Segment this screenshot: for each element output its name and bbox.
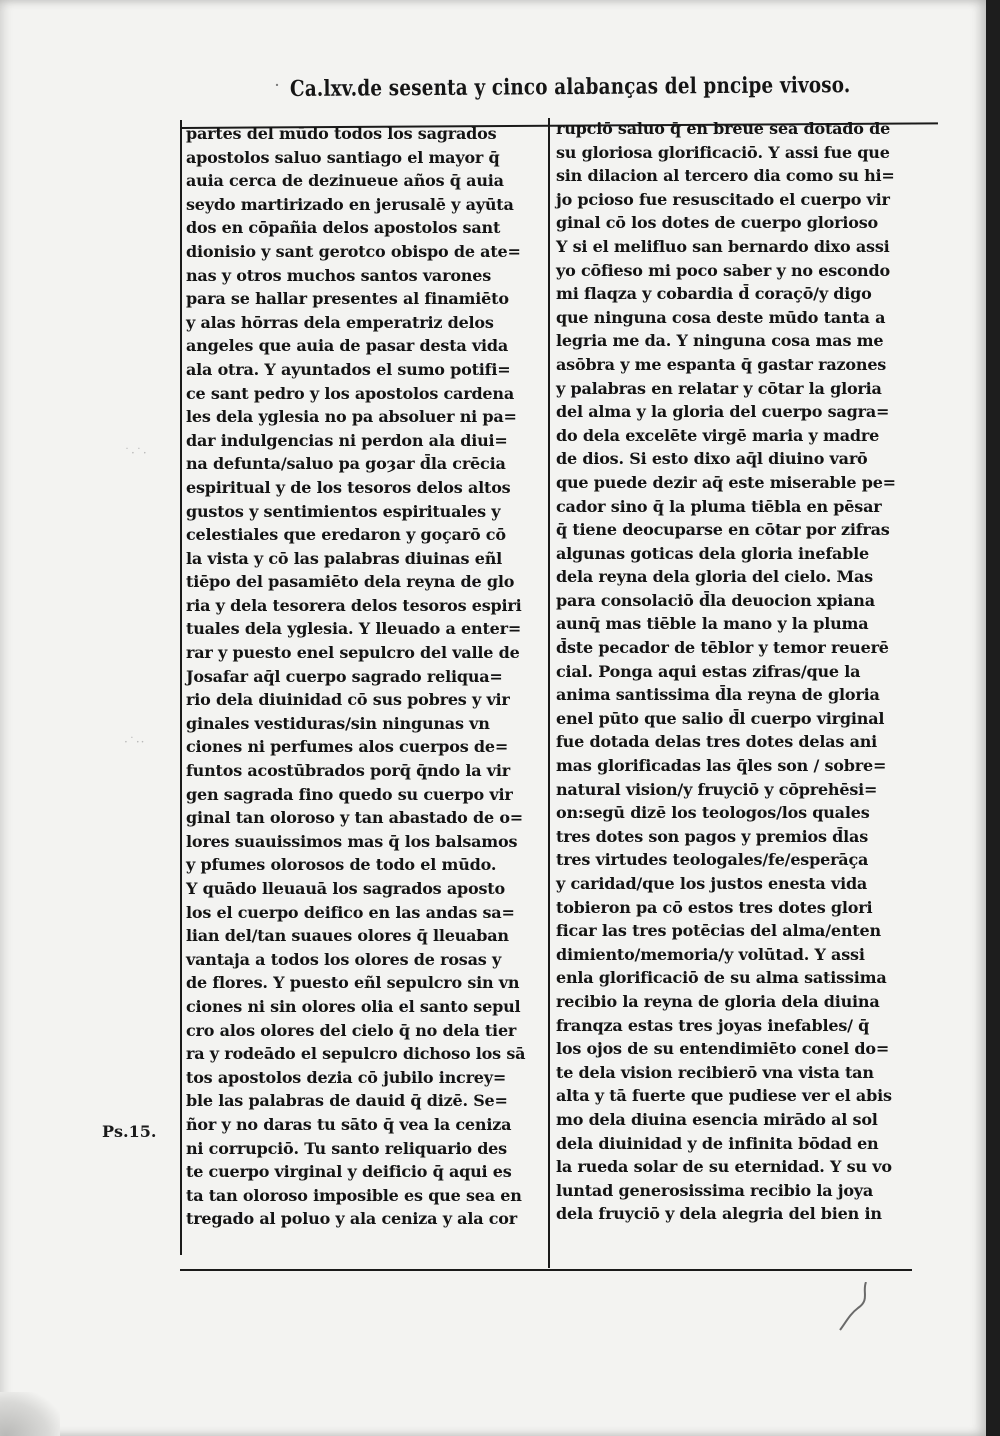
text-line: ciones ni perfumes alos cuerpos de=	[186, 737, 509, 757]
text-line: ra y rodeādo el sepulcro dichoso los sā	[186, 1044, 526, 1064]
margin-note: Ps.15.	[102, 1122, 157, 1141]
text-line: mas glorificadas las q̄les son / sobre=	[556, 756, 887, 776]
text-line: tres virtudes teologales/fe/esperāça	[556, 850, 869, 870]
running-head: Ca.lxv.de sesenta y cinco alabanças del pncipe vivoso.	[289, 72, 851, 102]
text-line: ficar las tres potēcias del alma/enten	[556, 921, 881, 941]
text-line: dela diuinidad y de infinita bōdad en	[556, 1133, 879, 1153]
text-line: ginal tan oloroso y tan abastado de o=	[186, 808, 524, 828]
text-line: y alas hōrras dela emperatriz delos	[186, 312, 494, 332]
text-line: do dela excelēte virgē maria y madre	[556, 425, 880, 445]
text-line: partes del mūdo todos los sagrados	[186, 124, 497, 143]
text-line: cro alos olores del cielo q̄ no dela tier	[186, 1020, 517, 1040]
text-line: celestiales que eredaron y goçarō cō	[186, 525, 506, 545]
text-line: na defunta/saluo pa goȝar d̄la crēcia	[186, 454, 506, 474]
text-line: ciones ni sin olores olia el santo sepul	[186, 996, 521, 1016]
text-line: ble las palabras de dauid q̄ dizē. Se=	[186, 1091, 508, 1111]
text-line: ni corrupciō. Tu santo reliquario des	[186, 1138, 507, 1158]
text-line: de flores. Y puesto eñl sepulcro sin vn	[186, 973, 520, 993]
text-line: asōbra y me espanta q̄ gastar razones	[556, 354, 887, 374]
text-line: alta y tā fuerte que pudiese ver el abis	[556, 1086, 892, 1106]
text-line: dimiento/memoria/y volūtad. Y assi	[556, 944, 865, 964]
text-line: tiēpo del pasamiēto dela reyna de glo	[186, 572, 515, 592]
text-line: la rueda solar de su eternidad. Y su vo	[556, 1157, 892, 1177]
text-line: auia cerca de dezinueue años q̄ auia	[186, 171, 504, 191]
text-line: luntad generosissima recibio la joya	[556, 1180, 874, 1200]
bottom-rule	[180, 1269, 912, 1271]
text-line: tuales dela yglesia. Y lleuado a enter=	[186, 619, 522, 639]
text-line: nas y otros muchos santos varones	[186, 265, 492, 285]
text-line: ñor y no daras tu sāto q̄ vea la ceniza	[186, 1114, 512, 1134]
margin-smudge: ·˙··	[124, 735, 146, 749]
left-column	[186, 122, 542, 1231]
text-line: franqza estas tres joyas inefables/ q̄	[556, 1015, 870, 1035]
text-line: cial. Ponga aqui estas zifras/que la	[556, 661, 861, 681]
text-line: sin dilacion al tercero dia como su hi=	[556, 166, 895, 186]
text-line: gen sagrada fino quedo su cuerpo vir	[186, 784, 513, 804]
text-line: ce sant pedro y los apostolos cardena	[186, 383, 515, 403]
text-line: que puede dezir aq̄ este miserable pe=	[556, 472, 896, 492]
text-line: on:segū dizē los teologos/los quales	[556, 803, 870, 823]
text-line: enel pūto que salio d̄l cuerpo virginal	[556, 708, 885, 728]
text-line: enla glorificaciō de su alma satissima	[556, 968, 887, 988]
text-line: seydo martirizado en jerusalē y ayūta	[186, 194, 514, 214]
text-line: tregado al poluo y ala ceniza y ala cor	[186, 1209, 518, 1229]
text-line: la vista y cō las palabras diuinas eñl	[186, 548, 503, 568]
text-line: tobieron pa cō estos tres dotes glori	[556, 897, 873, 917]
text-line: te cuerpo virginal y deificio q̄ aqui es	[186, 1162, 512, 1182]
right-column	[556, 117, 912, 1226]
text-line: dos en cōpañia delos apostolos sant	[186, 218, 501, 238]
text-line: y caridad/que los justos enesta vida	[556, 874, 868, 893]
margin-smudge: ˙·˙·	[124, 446, 148, 460]
text-line: del alma y la gloria del cuerpo sagra=	[556, 402, 890, 422]
text-line: d̄ste pecador de tēblor y temor reuerē	[556, 638, 889, 658]
text-line: ala otra. Y ayuntados el sumo potifi=	[186, 359, 511, 379]
text-line: ginal cō los dotes de cuerpo glorioso	[556, 213, 878, 233]
text-line: rar y puesto enel sepulcro del valle de	[186, 643, 520, 663]
text-line: los el cuerpo deifico en las andas sa=	[186, 902, 515, 922]
text-line: para consolaciō d̄la deuocion xpiana	[556, 590, 875, 610]
text-line: les dela yglesia no pa absoluer ni pa=	[186, 407, 517, 427]
text-line: y palabras en relatar y cōtar la gloria	[556, 378, 882, 398]
text-line: rio dela diuinidad cō sus pobres y vir	[186, 690, 510, 710]
text-line: lores suauissimos mas q̄ los balsamos	[186, 831, 518, 851]
text-line: recibio la reyna de gloria dela diuina	[556, 991, 880, 1011]
text-line: anima santissima d̄la reyna de gloria	[556, 685, 880, 705]
left-frame-rule	[180, 120, 182, 1255]
text-line: Josafar aq̄l cuerpo sagrado reliqua=	[186, 666, 503, 686]
text-line: dela fruyciō y dela alegria del bien in	[556, 1204, 882, 1224]
text-line: tos apostolos dezia cō jubilo increy=	[186, 1067, 507, 1087]
text-line: vantaja a todos los olores de rosas y	[186, 949, 502, 969]
text-line: aunq̄ mas tiēble la mano y la pluma	[556, 614, 869, 634]
text-line: dela reyna dela gloria del cielo. Mas	[556, 567, 873, 587]
text-line: Y si el melifluo san bernardo dixo assi	[556, 236, 890, 256]
text-line: cador sino q̄ la pluma tiēbla en pēsar	[556, 496, 882, 516]
text-line: y pfumes olorosos de todo el mūdo.	[186, 855, 497, 875]
text-line: angeles que auia de pasar desta vida	[186, 336, 509, 356]
text-line: Y quādo lleuauā los sagrados aposto	[186, 879, 505, 898]
text-line: dar indulgencias ni perdon ala diui=	[186, 430, 508, 450]
text-line: apostolos saluo santiago el mayor q̄	[186, 147, 500, 167]
paper-scratch-mark	[836, 1282, 876, 1332]
text-line: mi flaqza y cobardia d̄ coraçō/y digo	[556, 284, 872, 304]
text-line: natural vision/y fruyciō y cōprehēsi=	[556, 779, 878, 799]
text-line: mo dela diuina esencia mirādo al sol	[556, 1109, 878, 1129]
text-line: su gloriosa glorificaciō. Y assi fue que	[556, 142, 890, 162]
text-line: te dela vision recibierō vna vista tan	[556, 1062, 874, 1082]
text-line: los ojos de su entendimiēto conel do=	[556, 1039, 890, 1059]
text-line: q̄ tiene deocuparse en cōtar por zifras	[556, 520, 890, 540]
text-line: de dios. Si esto dixo aq̄l diuino varō	[556, 449, 868, 469]
text-line: fue dotada delas tres dotes delas ani	[556, 732, 878, 752]
text-line: para se hallar presentes al finamiēto	[186, 289, 509, 309]
text-line: espiritual y de los tesoros delos altos	[186, 477, 511, 497]
text-line: ta tan oloroso imposible es que sea en	[186, 1185, 522, 1205]
text-line: gustos y sentimientos espirituales y	[186, 501, 501, 521]
column-divider	[548, 118, 550, 1268]
text-line: ginales vestiduras/sin ningunas vn	[186, 713, 490, 733]
thumb-shadow	[0, 1392, 60, 1436]
text-line: lian del/tan suaues olores q̄ lleuaban	[186, 926, 509, 946]
text-line: ria y dela tesorera delos tesoros espiri	[186, 595, 522, 615]
text-line: que ninguna cosa deste mūdo tanta a	[556, 307, 886, 327]
text-line: legria me da. Y ninguna cosa mas me	[556, 331, 884, 351]
text-line: algunas goticas dela gloria inefable	[556, 543, 870, 563]
head-ornament: ˙	[272, 80, 282, 104]
text-line: tres dotes son pagos y premios d̄las	[556, 826, 869, 846]
text-line: rupciō saluo q̄ en breue sea dotado de	[556, 119, 891, 138]
text-line: dionisio y sant gerotco obispo de ate=	[186, 241, 521, 261]
text-line: yo cōfieso mi poco saber y no escondo	[556, 260, 890, 280]
text-line: jo pcioso fue resuscitado el cuerpo vir	[556, 189, 890, 209]
text-line: funtos acostūbrados porq̄ q̄ndo la vir	[186, 761, 510, 781]
